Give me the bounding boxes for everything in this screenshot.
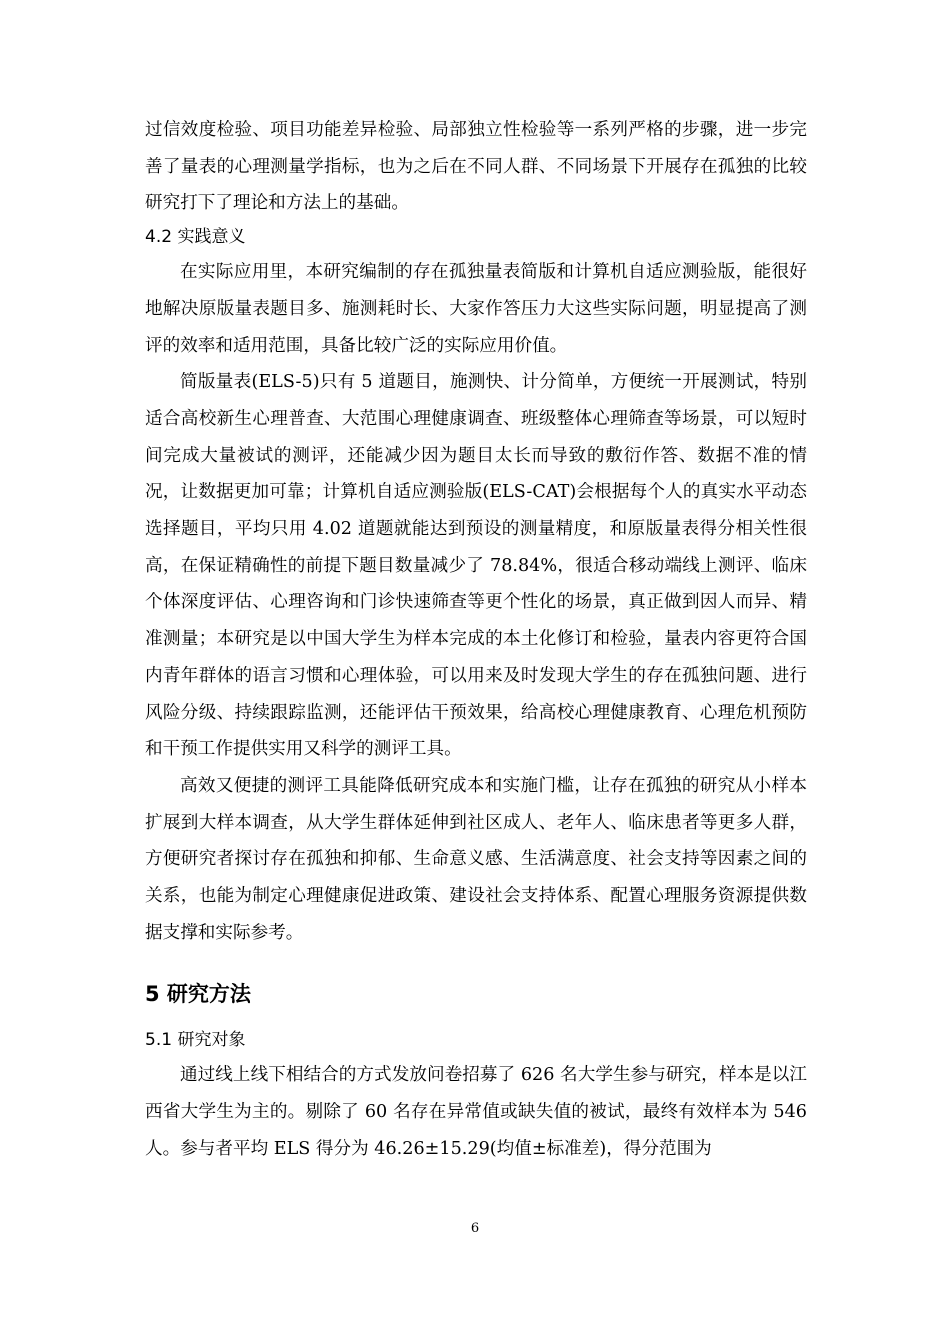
section-heading-5: 5 研究方法 [145, 982, 251, 1007]
section-heading-4-2: 4.2 实践意义 [145, 227, 246, 248]
body-paragraph-practical-3: 高效又便捷的测评工具能降低研究成本和实施门槛，让存在孤独的研究从小样本扩展到大样本调查，从大学生群体延伸到社区成人、老年人、临床患者等更多人群，方便研究者探讨存在孤独和抑郁、生命意义感、生活满意度、社会支持等因素之间的关系，也能为制定心理健康促进政策、建设社会支持体系、配置心理服务资源提供数据支撑和实际参考。 [145, 775, 807, 943]
body-paragraph-practical-1: 在实际应用里，本研究编制的存在孤独量表简版和计算机自适应测验版，能很好地解决原版量表题目多、施测耗时长、大家作答压力大这些实际问题，明显提高了测评的效率和适用范围，具备比较广泛的实际应用价值。 [145, 262, 807, 356]
body-paragraph-continuation: 过信效度检验、项目功能差异检验、局部独立性检验等一系列严格的步骤，进一步完善了量表的心理测量学指标，也为之后在不同人群、不同场景下开展存在孤独的比较研究打下了理论和方法上的基础。 [145, 120, 807, 214]
page-content [145, 112, 807, 1168]
section-heading-5-1: 5.1 研究对象 [145, 1030, 246, 1051]
body-paragraph-practical-2: 简版量表(ELS-5)只有 5 道题目，施测快、计分简单，方便统一开展测试，特别适合高校新生心理普查、大范围心理健康调查、班级整体心理筛查等场景，可以短时间完成大量被试的测评，还能减少因为题目太长而导致的敷衍作答、数据不准的情况，让数据更加可靠；计算机自适应测验版(ELS-CAT)会根据每个人的真实水平动态选择题目，平均只用 4.02 道题就能达到预设的测量精度，和原版量表得分相关性很高，在保证精确性的前提下题目数量减少了 78.84%，很适合移动端线上测评、临床个体深度评估、心理咨询和门诊快速筛查等更个性化的场景，真正做到因人而异、精准测量；本研究是以中国大学生为样本完成的本土化修订和检验，量表内容更符合国内青年群体的语言习惯和心理体验，可以用来及时发现大学生的存在孤独问题、进行风险分级、持续跟踪监测，还能评估干预效果，给高校心理健康教育、心理危机预防和干预工作提供实用又科学的测评工具。 [145, 372, 807, 760]
body-paragraph-participants: 通过线上线下相结合的方式发放问卷招募了 626 名大学生参与研究，样本是以江西省大学生为主的。剔除了 60 名存在异常值或缺失值的被试，最终有效样本为 546 人。参与者平均 ELS 得分为 46.26±15.29(均值±标准差)，得分范围为 [145, 1065, 807, 1159]
page-number: 6 [470, 1221, 480, 1236]
